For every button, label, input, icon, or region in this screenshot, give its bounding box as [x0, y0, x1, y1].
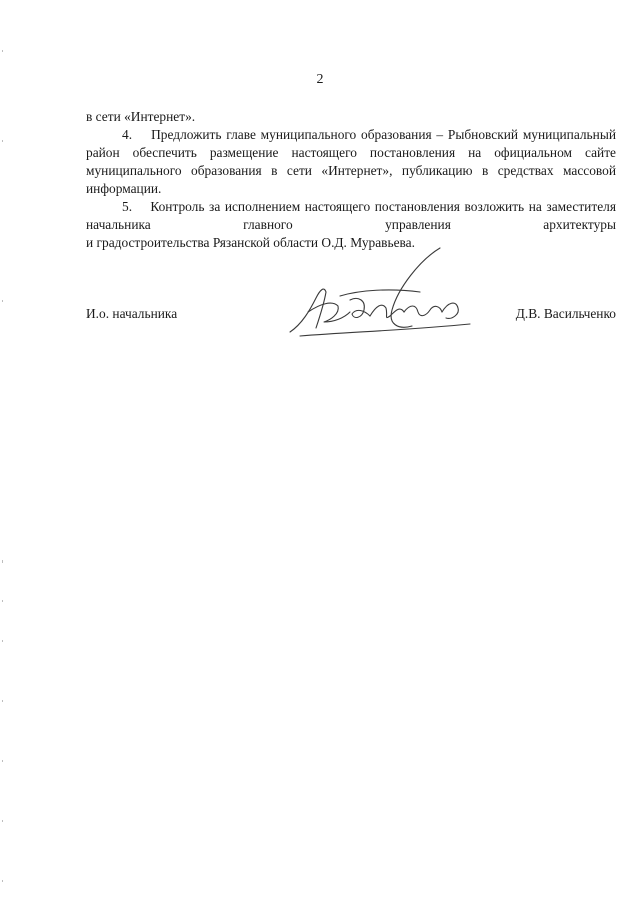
document-body [86, 108, 616, 252]
signature-block [86, 306, 616, 334]
paragraph-item-5-end: и градостроительства Рязанской области О.Д. Муравьева. [86, 235, 415, 250]
page-number: 2 [316, 72, 324, 87]
paragraph-item-5: 5. Контроль за исполнением настоящего постановления возложить на заместителя начальника главного управления архитектуры [86, 199, 616, 232]
signatory-position: И.о. начальника [86, 306, 178, 321]
signatory-name: Д.В. Васильченко [515, 306, 616, 321]
scan-edge-marks [0, 0, 8, 905]
paragraph-continuation: в сети «Интернет». [86, 109, 196, 124]
paragraph-item-4: 4. Предложить главе муниципального образования – Рыбновский муниципальный район обеспечить размещение настоящего постановления на официальном сайте муниципального образования в сети «Интернет», публикацию в средствах массовой информации. [86, 127, 616, 196]
